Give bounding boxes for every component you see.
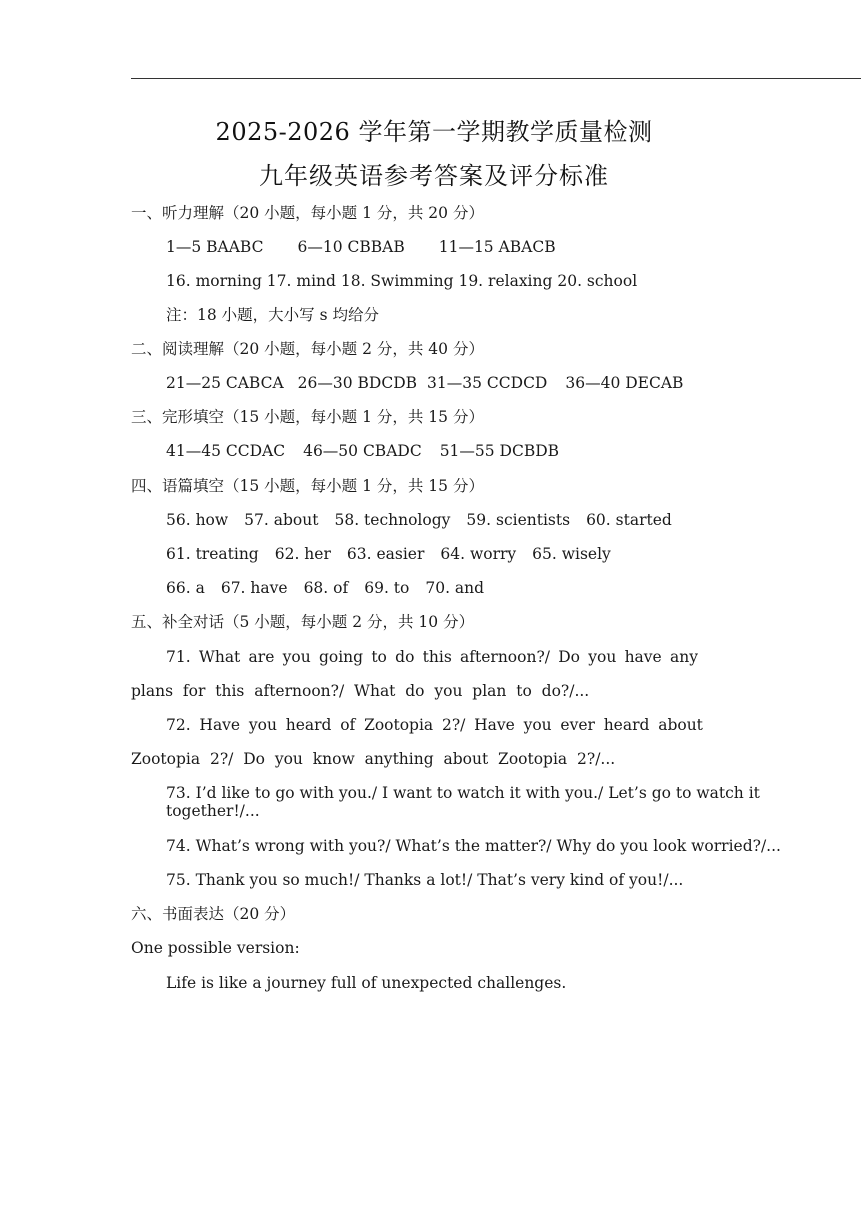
answer-item: 66. a: [166, 579, 205, 597]
document-title: 2025-2026 学年第一学期教学质量检测: [215, 118, 653, 146]
word: to: [371, 648, 387, 666]
word: any: [669, 648, 698, 666]
top-rule: [131, 78, 861, 79]
answer-group: 6—10 CBBAB: [297, 238, 405, 256]
word: heard: [603, 716, 650, 734]
answer-group: 1—5 BAABC: [166, 238, 264, 256]
answer-group: 51—55 DCBDB: [439, 442, 560, 460]
document-subtitle: 九年级英语参考答案及评分标准: [259, 162, 609, 190]
word: you: [523, 716, 552, 734]
word: about: [658, 716, 703, 734]
word: going: [318, 648, 364, 666]
answer-71-line-2: plans for this afternoon?/ What do you plan to do?/...: [131, 682, 590, 700]
answer-group: 31—35 CCDCD: [427, 374, 548, 392]
word: you: [248, 716, 277, 734]
answer-row-listening-1: [166, 237, 556, 257]
answer-item: 70. and: [425, 579, 485, 597]
word: afternoon?/: [460, 648, 550, 666]
answer-item: 60. started: [586, 511, 672, 529]
answer-row-passage-3: [166, 578, 484, 598]
answer-73: 73. I’d like to go with you./ I want to watch it with you./ Let’s go to watch it together!/...: [166, 784, 760, 820]
word: What: [198, 648, 241, 666]
answer-row-reading: [166, 373, 683, 393]
answer-item: 58. technology: [334, 511, 451, 529]
section-heading-reading: 二、阅读理解（20 小题，每小题 2 分，共 40 分）: [131, 340, 484, 358]
answer-item: 59. scientists: [466, 511, 571, 529]
answer-row-passage-2: [166, 544, 611, 564]
word: 71.: [166, 648, 191, 666]
word: 2?/: [441, 716, 466, 734]
word: of: [340, 716, 356, 734]
answer-item: 64. worry: [440, 545, 517, 563]
answer-row-cloze: [166, 441, 559, 461]
section-heading-passage-fill: 四、语篇填空（15 小题，每小题 1 分，共 15 分）: [131, 477, 484, 495]
answer-group: 46—50 CBADC: [303, 442, 422, 460]
answer-item: 61. treating: [166, 545, 259, 563]
answer-72-line-2: Zootopia 2?/ Do you know anything about Zootopia 2?/...: [131, 750, 616, 768]
word: do: [395, 648, 415, 666]
answer-71-line-1: [166, 647, 698, 667]
sample-label: One possible version:: [131, 939, 300, 957]
answer-group: 21—25 CABCA: [166, 374, 284, 392]
answer-group: 41—45 CCDAC: [166, 442, 286, 460]
answer-item: 69. to: [364, 579, 410, 597]
answer-group: 11—15 ABACB: [438, 238, 556, 256]
answer-75: 75. Thank you so much!/ Thanks a lot!/ That’s very kind of you!/...: [166, 871, 684, 889]
answer-item: 63. easier: [346, 545, 425, 563]
section-heading-cloze: 三、完形填空（15 小题，每小题 1 分，共 15 分）: [131, 408, 484, 426]
section-heading-dialogue: 五、补全对话（5 小题，每小题 2 分，共 10 分）: [131, 613, 475, 631]
word: heard: [285, 716, 332, 734]
word: Do: [558, 648, 580, 666]
word: you: [282, 648, 311, 666]
sample-essay-text: Life is like a journey full of unexpected challenges.: [166, 974, 567, 992]
word: Zootopia: [364, 716, 434, 734]
answer-74: 74. What’s wrong with you?/ What’s the matter?/ Why do you look worried?/...: [166, 837, 781, 855]
answer-item: 67. have: [220, 579, 288, 597]
answer-row-passage-1: [166, 510, 672, 530]
answer-row-listening-2: 16. morning 17. mind 18. Swimming 19. relaxing 20. school: [166, 272, 638, 290]
answer-group: 26—30 BDCDB: [297, 374, 418, 392]
word: 72.: [166, 716, 191, 734]
word: ever: [560, 716, 595, 734]
answer-item: 65. wisely: [532, 545, 611, 563]
answer-item: 62. her: [274, 545, 331, 563]
section-heading-listening: 一、听力理解（20 小题，每小题 1 分，共 20 分）: [131, 204, 484, 222]
answer-item: 57. about: [244, 511, 319, 529]
word: have: [624, 648, 662, 666]
word: this: [422, 648, 452, 666]
answer-item: 56. how: [166, 511, 229, 529]
answer-item: 68. of: [303, 579, 349, 597]
answer-group: 36—40 DECAB: [565, 374, 684, 392]
section-heading-writing: 六、书面表达（20 分）: [131, 905, 296, 923]
word: you: [588, 648, 617, 666]
word: Have: [474, 716, 515, 734]
answer-72-line-1: [166, 715, 703, 735]
grading-note: 注：18 小题，大小写 s 均给分: [166, 306, 379, 324]
word: Have: [199, 716, 241, 734]
word: are: [248, 648, 275, 666]
